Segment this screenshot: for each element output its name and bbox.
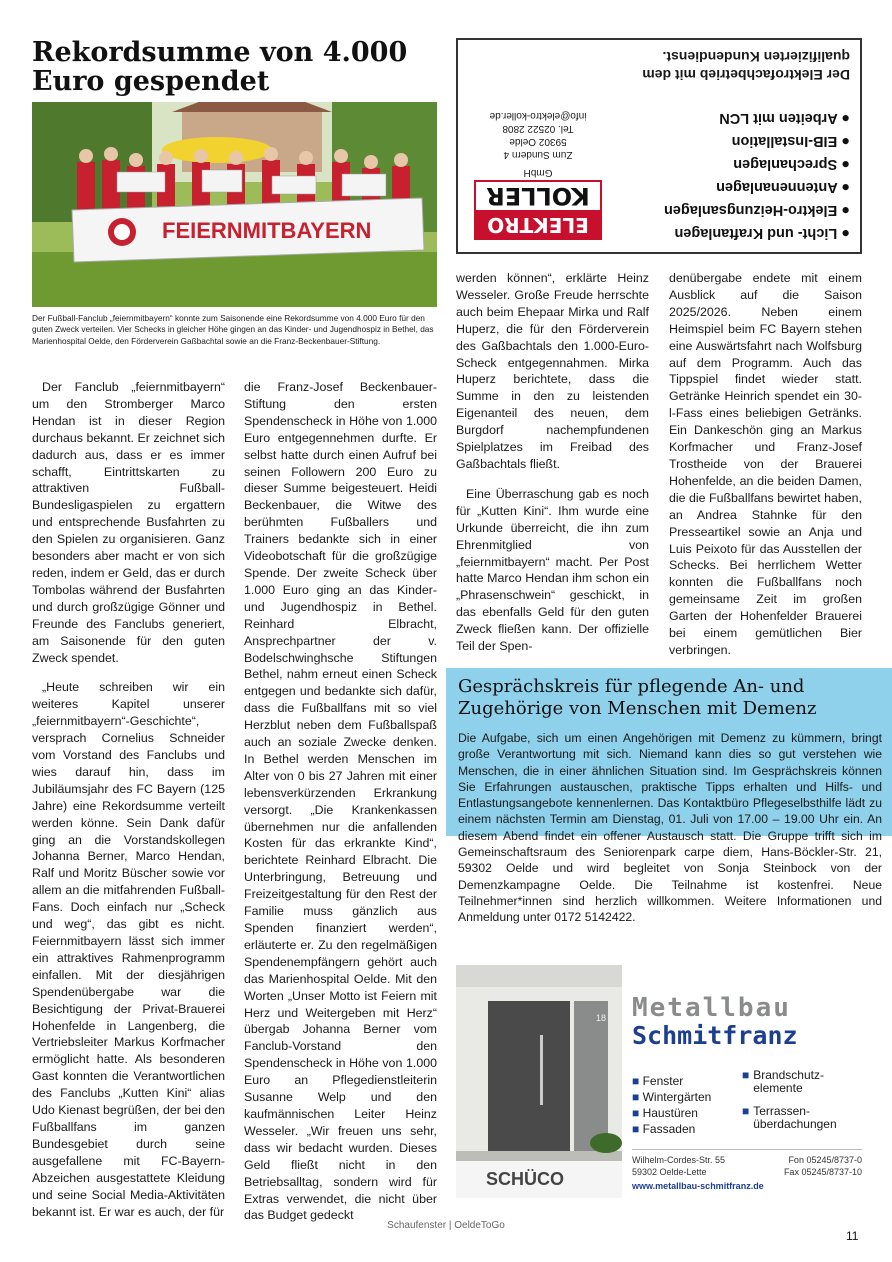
products-right — [742, 1069, 862, 1131]
product-label: Terrassen- überdachungen — [753, 1104, 837, 1131]
list-item: ● Arbeiten mit LCN — [719, 110, 850, 126]
info-box-title: Gesprächskreis für pflegende An- und Zugehörige von Menschen mit Demenz — [458, 676, 817, 719]
house-number: 18 — [596, 1013, 607, 1023]
fax-number: Fax 05245/8737-10 — [783, 1167, 862, 1177]
logo-line-2: KOLLER — [474, 180, 602, 210]
metallbau-brand — [632, 993, 862, 1050]
dementia-info-box — [446, 668, 892, 925]
brand-line-2: Schmitfranz — [632, 1021, 798, 1050]
address-line: Tel. 02522 2808 — [502, 123, 574, 134]
products-left — [632, 1073, 742, 1137]
list-item: ■ Wintergärten — [632, 1090, 712, 1104]
article-photo — [32, 102, 437, 307]
page-footer: Schaufenster | OeldeToGo — [387, 1220, 505, 1231]
door-photo — [456, 965, 622, 1198]
list-item: ■ Terrassen- überdachungen — [742, 1104, 837, 1131]
article-headline: Rekordsumme von 4.000 Euro gespendet — [32, 37, 408, 97]
ad-service-list — [610, 106, 850, 244]
paragraph: „Heute schreiben wir ein weiteres Kapitel unserer „feiernmitbayern“-Geschichte“, versprach Cornelius Schneider vom Vorstand des Fanclubs und wies darauf hin, dass im Jubiläumsjahr des FC Bayern (125 Jahre) eine Rekordsumme verteilt werden könne. Sein Dank dafür ging an die Vorstandskollegen Johanna Berner, Marco Hendan, Ralf und Moritz Büscher sowie vor allem an die mitfahrenden Fußball-Fans. Doch einfach nur „Scheck und weg“, das gibt es nicht. Feiernmitbayern lässt sich immer ein attraktives Rahmenprogramm einfallen. Mit der diesjährigen Spendenübergabe war die Besichtigung der Privat-Brauerei Hohenfelde in Langenberg, die Vertriebsleiter Markus Korfmacher ermöglicht hatte. Als besonderen Gast konnten die Verantwortlichen des Fanclubs „Kutten Kini“ alias Udo Kienast begrüßen, der bei den Fußballfans im ganzen Bundesgebiet durch seine ausgefallene mit FC-Bayern-Abzeichen ausgestattete Kleidung und seine Social Media-Aktivitäten bekannt ist. Er war es auch, der für — [32, 680, 225, 1219]
logo-line-1: ELEKTRO — [474, 210, 602, 240]
elektro-koller-ad — [456, 38, 862, 254]
ad-item-label: Sprechanlagen — [733, 156, 838, 172]
ad-address — [474, 109, 602, 161]
paragraph: denübergabe endete mit einem Ausblick auf die Saison 2025/2026. Neben einem Heimspiel beim FC Bayern stehen eine Auswärtsfahrt nach Wolfsburg auf dem Programm. Auch das Tippspiel findet wieder statt. Getränke Heinrich spendet ein 30-l-Fass eines beliebigen Getränks. Ein Dankeschön ging an Markus Korfmacher und Franz-Josef Trostheide von der Brauerei Hohenfelde, an die beiden Damen, die die Fußballfans bewirtet haben, an Andrea Stahnke für den Presseartikel sowie an Anja und Luis Peixoto für das Ausstellen der Schecks. Bei herrlichem Wetter konnten die Fußballfans noch gemeinsame Zeit im großen Garten der Hohenfelder Brauerei bei einem gemütlichen Bier verbringen. — [669, 271, 862, 657]
metallbau-contact — [632, 1149, 862, 1192]
brand-line-1: Metallbau — [632, 993, 791, 1023]
ad-item-label: Licht- und Kraftanlagen — [674, 225, 838, 241]
page-number: 11 — [846, 1229, 859, 1243]
list-item: ● EIB-Installation — [731, 133, 850, 149]
ad-item-label: Elektro-Heizungsanlagen — [663, 202, 838, 218]
product-label: Haustüren — [642, 1106, 698, 1120]
address-line: 59302 Oelde — [509, 136, 567, 147]
phone-number: Fon 05245/8737-0 — [788, 1155, 862, 1165]
ad-item-label: Antennenanlagen — [716, 179, 838, 195]
list-item: ● Elektro-Heizungsanlagen — [663, 202, 850, 218]
list-item: ● Licht- und Kraftanlagen — [674, 225, 850, 241]
paragraph: Eine Überraschung gab es noch für „Kutten Kini“. Ihm wurde eine Urkunde überreicht, die ihn zum Ehrenmitglied von „feiernmitbayern“ macht. Per Post hatte Marco Hendan ihm schon ein „Phrasenschwein“ geschickt, in das ebenfalls Geld für den guten Zweck fließen kann. Der offizielle Teil der Spen- — [456, 486, 649, 654]
info-box-body: Die Aufgabe, sich um einen Angehörigen mit Demenz zu kümmern, bringt große Verantwortung mit sich. Niemand kann dies so gut verstehen wie Menschen, die in einer ähnlichen Situation sind. Im Gesprächskreis können Sie Erfahrungen austauschen, praktische Tipps erhalten und Hilfs- und Entlastungsangebote kennenlernen. Das Kontaktbüro Pflegeselbsthilfe lädt zu einem nächsten Termin am Dienstag, 01. Juli von 17.00 – 19.00 Uhr ein. An diesem Abend findet ein offener Austausch statt. Die Gruppe trifft sich im Gemeinschaftsraum des Seniorenpark carpe diem, Hans-Böckler-Str. 21, 59302 Oelde und wird begleitet von Sonja Steinbock von der Demenzkampagne Oelde. Die Teilnahme ist kostenfrei. Neue Teilnehmer*innen sind herzlich willkommen. Weitere Informationen und Anmeldung unter 0172 5142422. — [458, 731, 882, 925]
ad-item-label: EIB-Installation — [731, 133, 838, 149]
elektro-logo — [474, 109, 602, 240]
address-line: info@elektro-koller.de — [489, 110, 587, 121]
article-column-1 — [32, 379, 225, 1233]
product-label: Wintergärten — [642, 1090, 712, 1104]
product-label: Fenster — [642, 1074, 684, 1088]
article-column-3 — [456, 270, 649, 668]
paragraph: die Franz-Josef Beckenbauer-Stiftung den ersten Spendenscheck in Höhe von 1.000 Euro entgegennehmen durfte. Er selbst hatte durch einen Aufruf bei seinen Followern 200 Euro zu dieser Summe beigesteuert. Heidi Beckenbauer, die Witwe des berühmten Fußballers und Trainers bedankte sich in einer Videobotschaft für die großzügige Spende. Der zweite Scheck über 1.000 Euro ging an das Kinder- und Jugendhospiz in Bethel. Reinhard Elbracht, Ansprechpartner der v. Bodelschwinghsche Stiftungen Bethel, nahm erneut einen Scheck entgegen und bedankte sich dafür, dass die Fußballfans mit so viel Herzblut neben dem Fußballspaß auch an soziale Zwecke denken. In Bethel werden Menschen im Alter von 0 bis 27 Jahren mit einer lebensverkürzenden Erkrankung versorgt. „Die Krankenkassen übernehmen nur die anfallenden Kosten für das erkrankte Kind“, berichtete Reinhard Elbracht. Die Unterbringung, Betreuung und Freizeitgestaltung für den Rest der Familie muss gänzlich aus Spenden finanziert werden“, erläuterte er. Zu den regelmäßigen Spendenempfängern gehört auch das Marienhospital Oelde. Mit den Worten „Unser Motto ist Feiern mit Herz und Weitergeben mit Herz“ übergab Johanna Berner vom Fanclub-Vorstand den Spendenscheck in Höhe von 1.000 Euro an Pflegedienstleiterin Susanne Welp und den kaufmännischen Leiter Heinz Wesseler. „Wir freuen uns sehr, dass wir bedacht wurden. Dieses Geld fließt nicht in den Betriebsalltag, sondern wird für Extras verwendet, die nicht über das Budget gedeckt — [244, 380, 437, 1223]
address-line: 59302 Oelde-Lette — [632, 1167, 707, 1177]
article-column-2 — [244, 379, 437, 1237]
metallbau-ad — [456, 965, 862, 1198]
photo-caption: Der Fußball-Fanclub „feiernmitbayern“ konnte zum Saisonende eine Rekordsumme von 4.000 Euro für den guten Zweck verteilen. Vier Schecks in gleicher Höhe gingen an das Kinder- und Jugendhospiz in Bethel, das Marienhospital Oelde, den Förderverein Gaßbachtal sowie an die Franz-Beckenbauer-Stiftung. — [32, 313, 434, 346]
list-item: ● Sprechanlagen — [733, 156, 850, 172]
logo-line-3: GmbH — [523, 167, 553, 178]
product-label: Brandschutz- elemente — [753, 1068, 824, 1095]
ad-rotated-content — [458, 40, 860, 252]
address-line: Wilhelm-Cordes-Str. 55 — [632, 1155, 726, 1165]
ad-slogan: Der Elektrofachbetrieb mit dem qualifizierten Kundendienst. — [642, 49, 850, 83]
product-label: Fassaden — [642, 1122, 696, 1136]
fanclub-group-photo — [32, 102, 437, 307]
list-item: ■ Fenster — [632, 1074, 684, 1088]
schueco-logo: SCHÜCO — [486, 1169, 565, 1189]
paragraph: werden können“, erklärte Heinz Wesseler. Große Freude herrschte auch beim Ehepaar Mirka und Ralf Huperz, die für den Förderverein des Gaßbachtals den 1.000-Euro-Scheck entgegennahmen. Mirka Huperz berichtete, dass die Summe in den zu leistenden Eigenanteil des neuen, dem Burgdorf nachempfundenen Spielplatzes im Freibad des Gaßbachtals fließt. — [456, 271, 649, 471]
website-link[interactable]: www.metallbau-schmitfranz.de — [632, 1181, 764, 1191]
ad-item-label: Arbeiten mit LCN — [719, 110, 838, 126]
banner-text: FEIERNMITBAYERN — [162, 218, 372, 243]
list-item: ■ Fassaden — [632, 1122, 696, 1136]
article-column-4 — [669, 270, 862, 672]
list-item: ● Antennenanlagen — [716, 179, 850, 195]
list-item: ■ Brandschutz- elemente — [742, 1068, 824, 1095]
paragraph: Der Fanclub „feiernmitbayern“ um den Stromberger Marco Hendan ist in dieser Region durchaus bekannt. Er zeichnet sich dadurch aus, dass er es immer schafft, Eintrittskarten zu attraktiven Fußball-Bundesligaspielen zu ergattern und entsprechende Busfahrten zu den Spielen zu organisieren. Ganz besonders aber macht er von sich reden, indem er Geld, das er durch Tombolas während der Busfahrten und durch großzügige Gönner und Freunde des Fanclubs generiert, am Saisonende für den guten Zweck spendet. — [32, 380, 225, 665]
address-line: Zum Sundern 4 — [503, 149, 573, 160]
list-item: ■ Haustüren — [632, 1106, 698, 1120]
